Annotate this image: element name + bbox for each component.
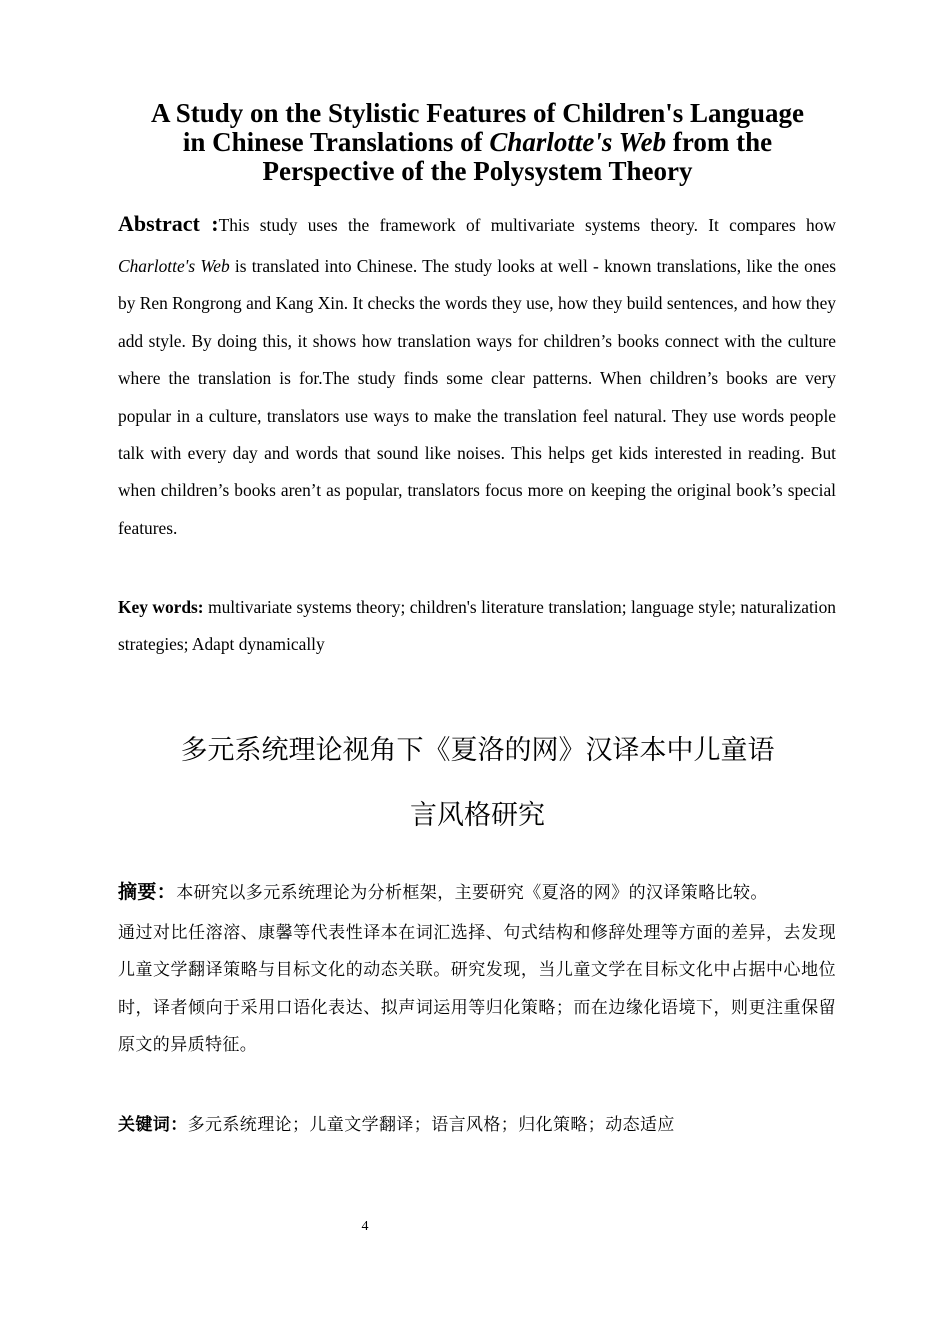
- english-title-line-1: A Study on the Stylistic Features of Children's Language: [150, 98, 805, 128]
- english-abstract-label: Abstract :: [118, 211, 219, 236]
- chinese-keywords: [118, 1108, 836, 1142]
- english-abstract-text: is translated into Chinese. The study looks at well - known translations, like the ones by Ren Rongrong and Kang Xin. It checks the words they use, how they build sentences, and how they add style. By doing this, it shows how translation ways for children’s books connect with the culture where the translation is for.The study finds some clear patterns. When children’s books are very popular in a culture, translators use ways to make the translation feel natural. They use words people talk with every day and words that sound like noises. This helps get kids interested in reading. But when children’s books aren’t as popular, translators focus more on keeping the original book’s special features.: [118, 256, 836, 538]
- english-abstract-italic-book: Charlotte's Web: [118, 256, 230, 276]
- chinese-title-line-1: 多元系统理论视角下《夏洛的网》汉译本中儿童语: [180, 735, 775, 766]
- english-title-line-3: Perspective of the Polysystem Theory: [262, 156, 693, 186]
- english-title: [110, 99, 845, 186]
- english-keywords-text: multivariate systems theory; children's literature translation; language style; naturalization strategies; Adapt dynamically: [118, 597, 837, 655]
- english-keywords: [118, 589, 836, 664]
- chinese-abstract-text: 通过对比任溶溶、康馨等代表性译本在词汇选择、句式结构和修辞处理等方面的差异，去发现儿童文学翻译策略与目标文化的动态关联。研究发现，当儿童文学在目标文化中占据中心地位时，译者倾向于采用口语化表达、拟声词运用等归化策略；而在边缘化语境下，则更注重保留原文的异质特征。: [118, 923, 836, 1056]
- english-abstract-first-line: [118, 204, 836, 245]
- english-title-line-2: [110, 128, 845, 157]
- chinese-keywords-label: 关键词：: [118, 1115, 188, 1135]
- english-title-line-2-pre: in Chinese Translations of: [182, 127, 490, 157]
- chinese-abstract-first-line: [118, 874, 836, 911]
- chinese-title: [110, 718, 845, 848]
- chinese-keywords-text: 多元系统理论；儿童文学翻译；语言风格；归化策略；动态适应: [187, 1115, 675, 1135]
- english-abstract-first-text: This study uses the framework of multivariate systems theory. It compares how: [218, 215, 836, 235]
- english-keywords-label: Key words:: [118, 597, 204, 617]
- english-abstract: [118, 204, 836, 547]
- chinese-abstract: [118, 874, 836, 1065]
- chinese-abstract-label: 摘要：: [118, 881, 177, 903]
- english-title-line-2-post: from the: [666, 127, 773, 157]
- english-title-italic-book: Charlotte's Web: [489, 127, 667, 157]
- chinese-abstract-first-text: 本研究以多元系统理论为分析框架，主要研究《夏洛的网》的汉译策略比较。: [176, 883, 768, 903]
- chinese-title-line-2: 言风格研究: [410, 800, 545, 831]
- page-number: 4: [361, 1219, 369, 1234]
